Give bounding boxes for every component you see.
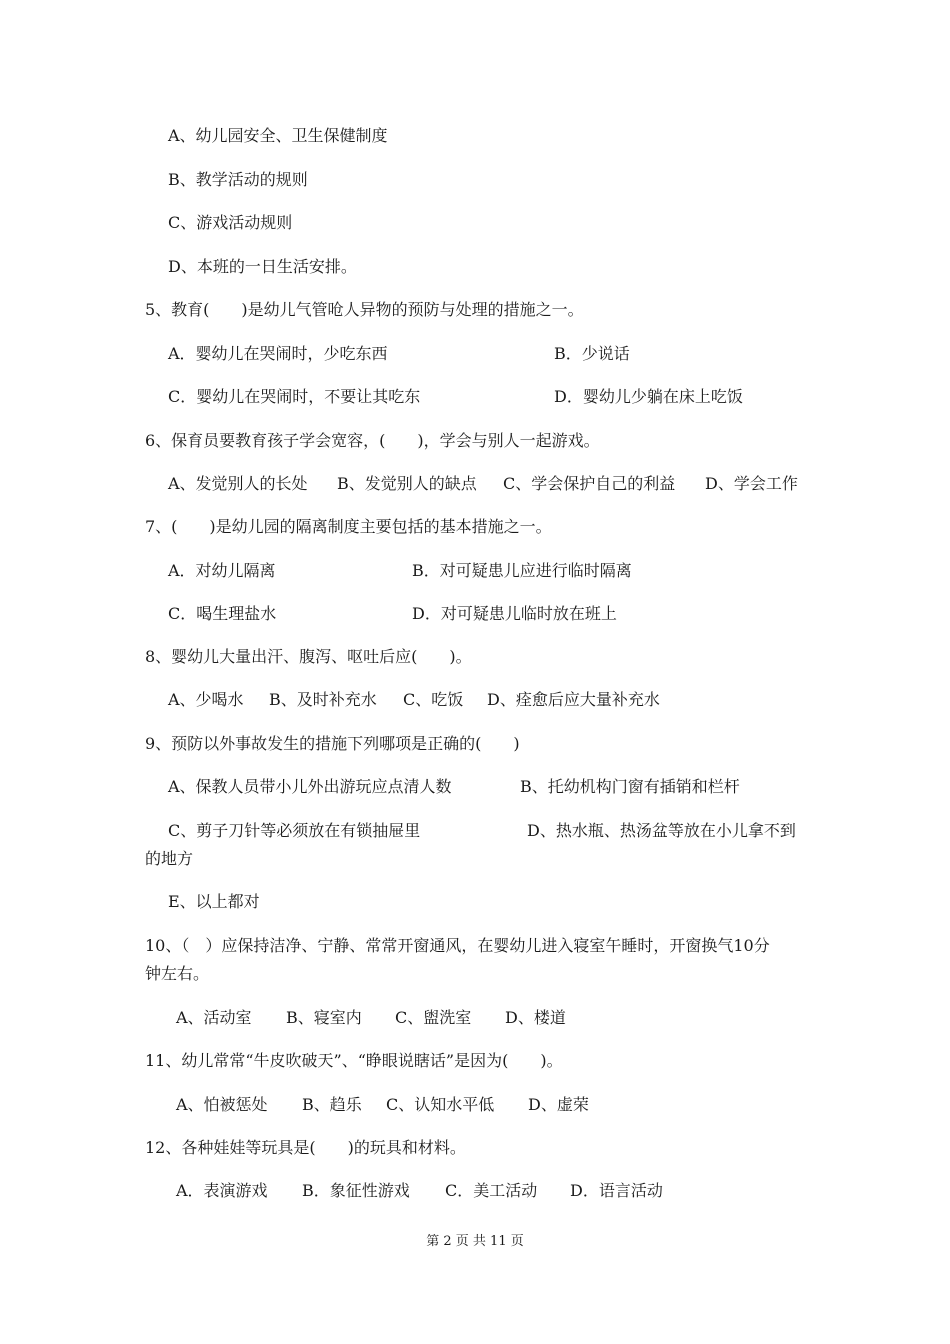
q10-option-d: D、楼道 bbox=[505, 1008, 566, 1027]
q5-option-d: D．婴幼儿少躺在床上吃饭 bbox=[554, 387, 743, 406]
q6-option-a: A、发觉别人的长处 bbox=[168, 474, 308, 493]
q9-option-d: D、热水瓶、热汤盆等放在小儿拿不到 bbox=[527, 821, 796, 840]
q7-question: 7、( )是幼儿园的隔离制度主要包括的基本措施之一。 bbox=[145, 517, 552, 536]
q9-question: 9、预防以外事故发生的措施下列哪项是正确的( ) bbox=[145, 734, 520, 753]
page-number-footer: 第 2 页 共 11 页 bbox=[426, 1234, 524, 1249]
q9-option-a: A、保教人员带小儿外出游玩应点清人数 bbox=[168, 777, 452, 796]
q7-option-d: D．对可疑患儿临时放在班上 bbox=[412, 604, 617, 623]
q4-option-a: A、幼儿园安全、卫生保健制度 bbox=[168, 126, 388, 145]
q8-option-c: C、吃饭 bbox=[403, 690, 464, 709]
q6-option-c: C、学会保护自己的利益 bbox=[503, 474, 676, 493]
q12-option-a: A．表演游戏 bbox=[176, 1181, 268, 1200]
q8-option-b: B、及时补充水 bbox=[269, 690, 377, 709]
q5-question: 5、教育( )是幼儿气管呛人异物的预防与处理的措施之一。 bbox=[145, 300, 584, 319]
q4-option-b: B、教学活动的规则 bbox=[168, 170, 308, 189]
q12-question: 12、各种娃娃等玩具是( )的玩具和材料。 bbox=[145, 1138, 466, 1157]
q10-option-a: A、活动室 bbox=[176, 1008, 252, 1027]
q10-question-line1: 10、（ ）应保持洁净、宁静、常常开窗通风，在婴幼儿进入寝室午睡时，开窗换气10分 bbox=[145, 936, 770, 955]
q5-option-a: A．婴幼儿在哭闹时，少吃东西 bbox=[168, 344, 388, 363]
q10-option-b: B、寝室内 bbox=[286, 1008, 362, 1027]
q10-question-line2: 钟左右。 bbox=[145, 964, 210, 983]
q6-question: 6、保育员要教育孩子学会宽容，( )，学会与别人一起游戏。 bbox=[145, 431, 600, 450]
q12-option-d: D．语言活动 bbox=[570, 1181, 663, 1200]
q12-option-b: B．象征性游戏 bbox=[302, 1181, 410, 1200]
q9-option-c: C、剪子刀针等必须放在有锁抽屉里 bbox=[168, 821, 421, 840]
q12-option-c: C．美工活动 bbox=[445, 1181, 538, 1200]
q11-option-d: D、虚荣 bbox=[528, 1095, 589, 1114]
q9-option-e: E、以上都对 bbox=[168, 892, 260, 911]
q7-option-c: C．喝生理盐水 bbox=[168, 604, 277, 623]
q5-option-c: C．婴幼儿在哭闹时，不要让其吃东 bbox=[168, 387, 421, 406]
q10-option-c: C、盥洗室 bbox=[395, 1008, 472, 1027]
q9-option-d-continued: 的地方 bbox=[145, 849, 194, 868]
q7-option-a: A．对幼儿隔离 bbox=[168, 561, 276, 580]
q6-option-d: D、学会工作 bbox=[705, 474, 798, 493]
q11-option-c: C、认知水平低 bbox=[386, 1095, 495, 1114]
q11-option-b: B、趋乐 bbox=[302, 1095, 362, 1114]
q7-option-b: B．对可疑患儿应进行临时隔离 bbox=[412, 561, 632, 580]
q11-question: 11、幼儿常常“牛皮吹破天”、“睁眼说瞎话”是因为( )。 bbox=[145, 1051, 563, 1070]
q5-option-b: B．少说话 bbox=[554, 344, 630, 363]
q9-option-b: B、托幼机构门窗有插销和栏杆 bbox=[520, 777, 740, 796]
q4-option-d: D、本班的一日生活安排。 bbox=[168, 257, 357, 276]
q6-option-b: B、发觉别人的缺点 bbox=[337, 474, 477, 493]
q8-question: 8、婴幼儿大量出汗、腹泻、呕吐后应( )。 bbox=[145, 647, 472, 666]
q8-option-d: D、痊愈后应大量补充水 bbox=[487, 690, 660, 709]
q11-option-a: A、怕被惩处 bbox=[176, 1095, 268, 1114]
q8-option-a: A、少喝水 bbox=[168, 690, 244, 709]
q4-option-c: C、游戏活动规则 bbox=[168, 213, 293, 232]
